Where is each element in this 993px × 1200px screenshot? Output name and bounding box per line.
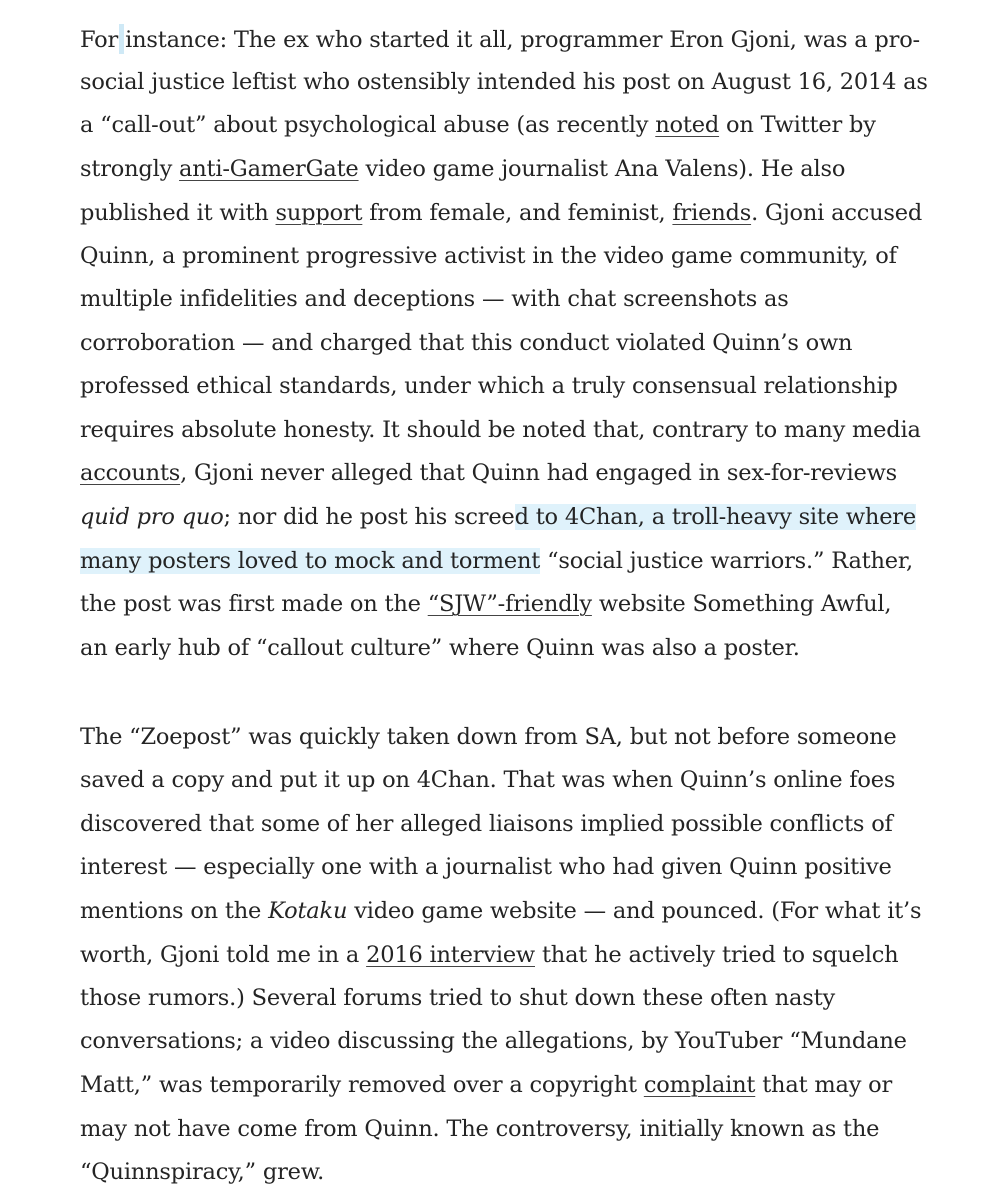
paragraph-1-line-10: requires absolute honesty. It should be noted that, contrary to many media xyxy=(80,417,921,443)
paragraph-2-line-1: The “Zoepost” was quickly taken down from SA, but not before someone xyxy=(80,724,897,750)
paragraph-2-line-9: Matt,” was temporarily removed over a copyright complaint that may or xyxy=(80,1072,893,1098)
paragraph-1-line-1: For instance: The ex who started it all, programmer Eron Gjoni, was a pro- xyxy=(80,20,920,60)
paragraph-1-line-3: a “call-out” about psychological abuse (as recently noted on Twitter by xyxy=(80,112,876,138)
text-highlight: d to 4Chan, a troll-heavy site where xyxy=(514,504,916,530)
accounts-link[interactable]: accounts xyxy=(80,460,181,486)
2016-interview-link[interactable]: 2016 interview xyxy=(366,942,535,968)
text-cursor xyxy=(119,24,124,54)
sjw-friendly-link[interactable]: “SJW”-friendly xyxy=(427,591,592,617)
anti-gamergate-link[interactable]: anti-GamerGate xyxy=(179,156,359,182)
paragraph-2-line-2: saved a copy and put it up on 4Chan. That was when Quinn’s online foes xyxy=(80,767,896,793)
paragraph-2-line-10: may not have come from Quinn. The controversy, initially known as the xyxy=(80,1116,880,1142)
paragraph-2-line-7: those rumors.) Several forums tried to shut down these often nasty xyxy=(80,985,835,1011)
paragraph-2-line-8: conversations; a video discussing the allegations, by YouTuber “Mundane xyxy=(80,1028,907,1054)
paragraph-1-line-4: strongly anti-GamerGate video game journalist Ana Valens). He also xyxy=(80,156,846,182)
paragraph-1-line-9: professed ethical standards, under which a truly consensual relationship xyxy=(80,373,898,399)
paragraph-2-line-11: “Quinnspiracy,” grew. xyxy=(80,1159,325,1185)
paragraph-1-line-15: an early hub of “callout culture” where Quinn was also a poster. xyxy=(80,635,800,661)
paragraph-1-line-13: many posters loved to mock and torment “social justice warriors.” Rather, xyxy=(80,548,913,574)
paragraph-1-line-6: Quinn, a prominent progressive activist in the video game community, of xyxy=(80,243,897,269)
paragraph-1-line-8: corroboration — and charged that this conduct violated Quinn’s own xyxy=(80,330,853,356)
paragraph-1-line-12: quid pro quo; nor did he post his screed to 4Chan, a troll-heavy site where xyxy=(80,504,916,530)
paragraph-2-line-6: worth, Gjoni told me in a 2016 interview that he actively tried to squelch xyxy=(80,942,899,968)
paragraph-1-line-7: multiple infidelities and deceptions — with chat screenshots as xyxy=(80,286,789,312)
text-highlight: many posters loved to mock and torment xyxy=(80,548,541,574)
complaint-link[interactable]: complaint xyxy=(643,1072,756,1098)
paragraph-1-line-2: social justice leftist who ostensibly intended his post on August 16, 2014 as xyxy=(80,69,928,95)
paragraph-2-line-3: discovered that some of her alleged liaisons implied possible conflicts of xyxy=(80,811,893,837)
paragraph-1-line-5: published it with support from female, and feminist, friends. Gjoni accused xyxy=(80,200,923,226)
paragraph-2-line-4: interest — especially one with a journalist who had given Quinn positive xyxy=(80,854,892,880)
paragraph-1-line-11: accounts, Gjoni never alleged that Quinn had engaged in sex-for-reviews xyxy=(80,460,898,486)
support-link[interactable]: support xyxy=(275,200,363,226)
paragraph-2-line-5: mentions on the Kotaku video game website — and pounced. (For what it’s xyxy=(80,898,922,924)
friends-link[interactable]: friends xyxy=(672,200,752,226)
noted-link[interactable]: noted xyxy=(655,112,720,138)
paragraph-1-line-14: the post was first made on the “SJW”-friendly website Something Awful, xyxy=(80,591,892,617)
